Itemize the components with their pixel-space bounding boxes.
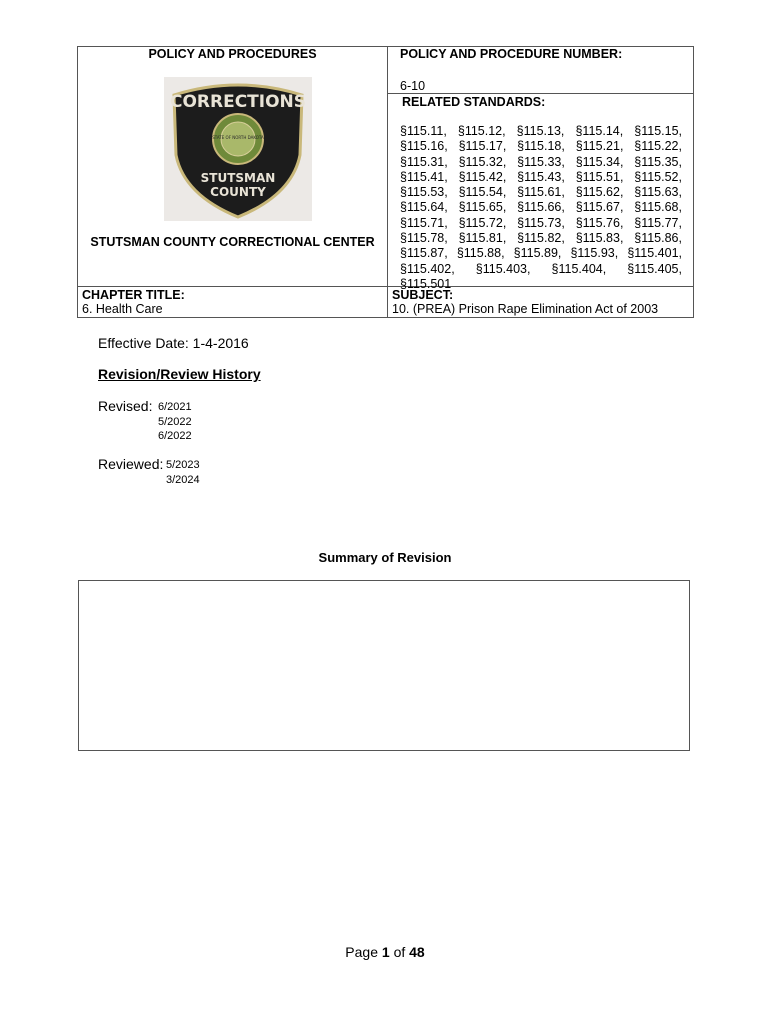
chapter-title-cell [78, 287, 388, 317]
related-standard: §115.41, [400, 169, 448, 184]
related-standard: §115.93, [570, 246, 619, 261]
related-standard: §115.64, [400, 200, 448, 215]
reviewed-date: 5/2023 [166, 459, 200, 471]
related-standard: §115.63, [634, 185, 682, 200]
related-standard: §115.67, [575, 200, 624, 215]
related-standard: §115.71, [400, 215, 448, 230]
revised-date: 6/2021 [158, 401, 192, 413]
related-standards-list [400, 124, 682, 292]
summary-heading: Summary of Revision [318, 550, 452, 565]
subject-label: SUBJECT: [392, 288, 454, 302]
summary-of-revision-box [78, 580, 690, 751]
related-standard: §115.16, [400, 139, 448, 154]
page-of: of [393, 944, 406, 960]
related-standard: §115.61, [517, 185, 565, 200]
related-standard: §115.51, [575, 169, 624, 184]
policy-number: 6-10 [400, 79, 426, 93]
related-standards-line [400, 216, 682, 231]
corrections-patch-icon [164, 77, 312, 221]
related-standard: §115.73, [517, 215, 565, 230]
related-standard: §115.402, [400, 261, 455, 276]
related-standard: §115.53, [400, 185, 448, 200]
facility-name: STUTSMAN COUNTY CORRECTIONAL CENTER [90, 235, 375, 249]
revision-history-heading: Revision/Review History [98, 366, 261, 382]
related-standard: §115.78, [400, 231, 448, 246]
chapter-title-label: CHAPTER TITLE: [82, 288, 185, 302]
related-standard: §115.52, [634, 169, 682, 184]
page-prefix: Page [345, 944, 378, 960]
related-standard: §115.89, [513, 246, 562, 261]
related-standards-line [400, 246, 682, 261]
related-standard: §115.88, [456, 246, 505, 261]
page-current: 1 [381, 944, 390, 960]
related-standard: §115.42, [458, 169, 507, 184]
related-standard: §115.15, [634, 124, 682, 138]
header-left-cell [78, 47, 388, 287]
related-standard: §115.81, [458, 231, 507, 246]
related-standard: §115.21, [575, 139, 624, 154]
revised-date: 6/2022 [158, 430, 192, 442]
reviewed-date: 3/2024 [166, 473, 200, 486]
page-footer [0, 944, 770, 960]
corrections-patch-logo [164, 77, 312, 221]
revised-label: Revised: [98, 398, 153, 414]
policy-number-label: POLICY AND PROCEDURE NUMBER: [400, 47, 623, 61]
related-standard: §115.72, [458, 215, 507, 230]
related-standards-line [400, 139, 682, 154]
related-standard: §115.86, [634, 231, 682, 246]
related-standard: §115.17, [458, 139, 507, 154]
related-standard: §115.18, [517, 139, 565, 154]
reviewed-dates [166, 458, 200, 487]
related-standard: §115.32, [458, 154, 507, 169]
related-standard: §115.43, [517, 169, 565, 184]
related-standards-line [400, 185, 682, 200]
patch-county-line2: COUNTY [210, 185, 266, 199]
related-standards-line [400, 200, 682, 215]
related-standard: §115.76, [575, 215, 624, 230]
related-standard: §115.34, [575, 154, 624, 169]
related-standards-line [400, 231, 682, 246]
related-standard: §115.77, [634, 215, 682, 230]
related-standard: §115.11, [400, 124, 447, 138]
related-standard: §115.54, [458, 185, 507, 200]
reviewed-label: Reviewed: [98, 456, 164, 472]
related-standard: §115.82, [517, 231, 565, 246]
related-standard: §115.13, [516, 124, 565, 138]
related-standard: §115.65, [458, 200, 507, 215]
subject: 10. (PREA) Prison Rape Elimination Act of 2003 [392, 302, 659, 316]
related-standards-label: RELATED STANDARDS: [402, 95, 546, 109]
patch-county-line1: STUTSMAN [200, 171, 276, 185]
related-standard: §115.12, [457, 124, 506, 138]
related-standards-line [400, 262, 682, 277]
related-standards-line [400, 277, 682, 292]
document-title: POLICY AND PROCEDURES [148, 47, 317, 61]
chapter-title: 6. Health Care [82, 302, 163, 316]
policy-header-table [77, 46, 694, 318]
patch-seal-text: STATE OF NORTH DAKOTA [212, 135, 264, 140]
related-standard: §115.62, [575, 185, 624, 200]
related-standard: §115.87, [400, 246, 448, 261]
related-standard: §115.33, [517, 154, 565, 169]
related-standards-divider [387, 93, 694, 94]
revised-date: 5/2022 [158, 415, 192, 428]
related-standard: §115.401, [627, 246, 682, 261]
related-standard: §115.68, [634, 200, 682, 215]
related-standard: §115.35, [634, 154, 682, 169]
related-standard: §115.403, [475, 261, 531, 276]
related-standard: §115.14, [575, 124, 624, 138]
page-total: 48 [409, 944, 425, 960]
related-standards-line [400, 124, 682, 139]
header-right-cell [388, 47, 693, 291]
related-standard: §115.405, [627, 261, 682, 276]
effective-date: Effective Date: 1-4-2016 [98, 335, 249, 351]
related-standards-line [400, 155, 682, 170]
patch-top-text: CORRECTIONS [169, 92, 307, 112]
revised-dates [158, 400, 192, 444]
related-standards-line [400, 170, 682, 185]
related-standard: §115.404, [551, 261, 607, 276]
related-standard: §115.31, [400, 154, 448, 169]
related-standard: §115.22, [634, 139, 682, 154]
related-standard: §115.501 [400, 276, 452, 291]
related-standard: §115.83, [575, 231, 624, 246]
related-standard: §115.66, [517, 200, 565, 215]
